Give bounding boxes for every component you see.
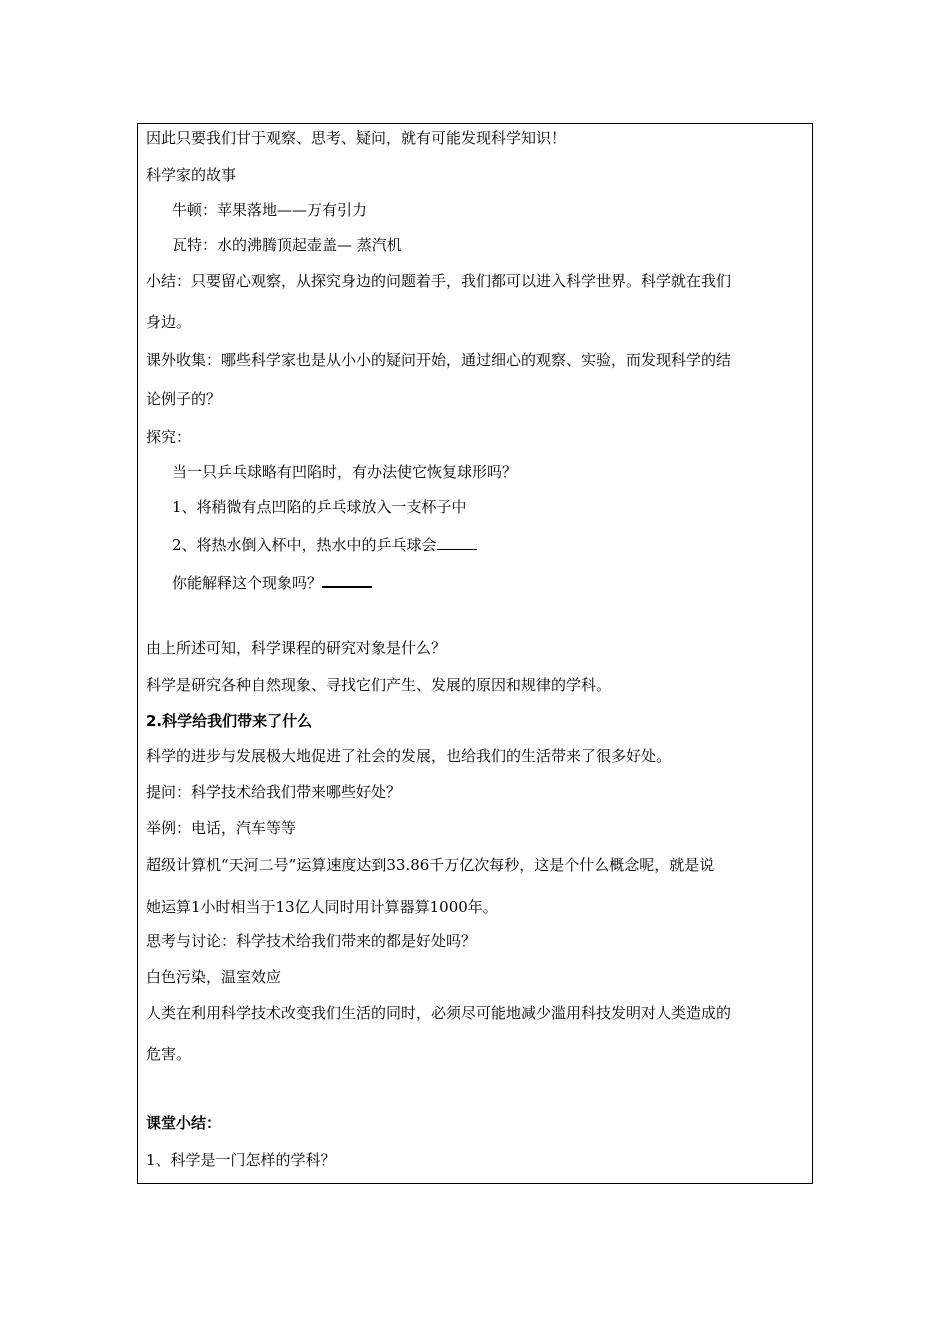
- text-line: 人类在利用科学技术改变我们生活的同时，必须尽可能地减少滥用科技发明对人类造成的: [146, 1004, 732, 1022]
- text-line: 危害。: [146, 1045, 192, 1063]
- question-text: 你能解释这个现象吗？: [172, 574, 323, 592]
- text-line: 1、科学是一门怎样的学科？: [146, 1151, 336, 1169]
- text-line: 提问：科学技术给我们带来哪些好处？: [146, 783, 402, 801]
- text-line: 科学的进步与发展极大地促进了社会的发展，也给我们的生活带来了很多好处。: [146, 747, 672, 765]
- text-line: 小结：只要留心观察，从探究身边的问题着手，我们都可以进入科学世界。科学就在我们: [146, 272, 732, 290]
- text-line: 瓦特：水的沸腾顶起壶盖— 蒸汽机: [172, 236, 402, 254]
- text-line: 白色污染，温室效应: [146, 968, 282, 986]
- question-text: 2、将热水倒入杯中，热水中的乒乓球会: [172, 536, 437, 554]
- section-heading: 课堂小结：: [146, 1114, 222, 1132]
- answer-blank[interactable]: [437, 535, 477, 550]
- text-line: 课外收集：哪些科学家也是从小小的疑问开始，通过细心的观察、实验，而发现科学的结: [146, 351, 732, 369]
- text-line: 1、将稍微有点凹陷的乒乓球放入一支杯子中: [172, 498, 467, 516]
- text-line: 探究：: [146, 428, 192, 446]
- text-line: 由上所述可知，科学课程的研究对象是什么？: [146, 639, 447, 657]
- text-line: 科学是研究各种自然现象、寻找它们产生、发展的原因和规律的学科。: [146, 676, 612, 694]
- text-line: 当一只乒乓球略有凹陷时，有办法使它恢复球形吗？: [172, 463, 518, 481]
- fill-in-question: [172, 535, 477, 555]
- text-line: 身边。: [146, 313, 192, 331]
- text-line: 她运算1小时相当于13亿人同时用计算器算1000年。: [146, 898, 498, 916]
- text-line: 科学家的故事: [146, 166, 237, 184]
- answer-blank[interactable]: [322, 572, 372, 588]
- text-line: 思考与讨论：科学技术给我们带来的都是好处吗？: [146, 932, 477, 950]
- text-line: 因此只要我们甘于观察、思考、疑问，就有可能发现科学知识！: [146, 129, 567, 147]
- text-line: 论例子的？: [146, 390, 222, 408]
- fill-in-question: [172, 572, 372, 592]
- text-line: 超级计算机“天河二号”运算速度达到33.86千万亿次每秒，这是个什么概念呢，就是说: [146, 856, 715, 874]
- section-heading: 2.科学给我们带来了什么: [146, 712, 313, 730]
- text-line: 牛顿：苹果落地——万有引力: [172, 201, 368, 219]
- text-line: 举例：电话，汽车等等: [146, 819, 297, 837]
